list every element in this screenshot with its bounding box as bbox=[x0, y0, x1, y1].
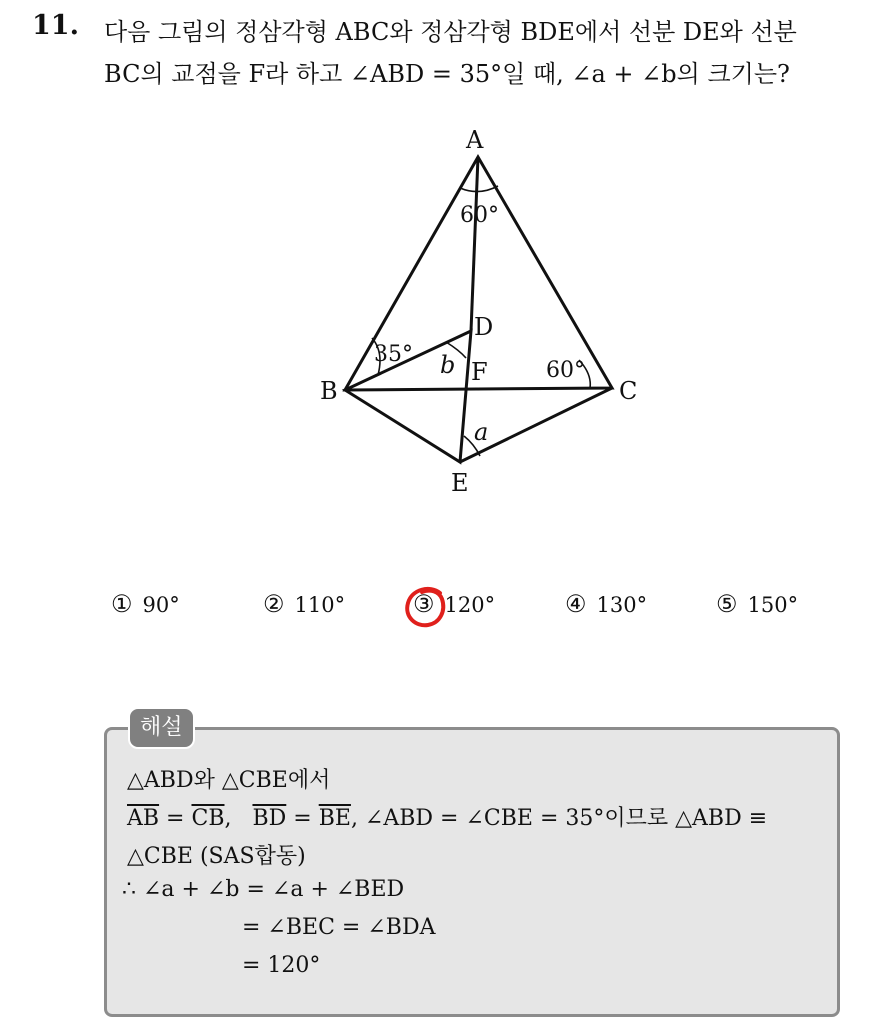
choice-4-value: 130° bbox=[596, 593, 648, 617]
choice-1-mark: ① bbox=[111, 590, 133, 618]
choice-3-mark: ③ bbox=[413, 590, 435, 618]
choice-5-mark: ⑤ bbox=[716, 590, 738, 618]
explanation-tag: 해설 bbox=[128, 707, 195, 749]
segment-bd: $\overline{BD}$ bbox=[252, 806, 287, 831]
label-var-a: a bbox=[474, 418, 489, 446]
choice-5-value: 150° bbox=[747, 593, 799, 617]
label-c: C bbox=[619, 377, 638, 405]
segment-cb: $\overline{CB}$ bbox=[191, 806, 225, 831]
label-var-b: b bbox=[440, 351, 456, 379]
label-angle-abd: 35° bbox=[374, 342, 413, 367]
label-e: E bbox=[451, 469, 469, 497]
explanation-line-4: ∴ ∠a + ∠b = ∠a + ∠BED bbox=[122, 877, 405, 902]
explanation-line-1: △ABD와 △CBE에서 bbox=[127, 768, 331, 793]
label-angle-a: 60° bbox=[460, 203, 499, 228]
question-text-line-2: BC의 교점을 F라 하고 ∠ABD = 35°일 때, ∠a + ∠b의 크기는? bbox=[104, 60, 790, 88]
explanation-line-3: △CBE (SAS합동) bbox=[127, 844, 306, 869]
segment-ad bbox=[471, 157, 478, 331]
answer-circle-mark bbox=[402, 583, 452, 633]
label-a: A bbox=[466, 126, 484, 154]
choice-1[interactable] bbox=[111, 590, 180, 618]
label-b: B bbox=[320, 377, 338, 405]
choice-3-value: 120° bbox=[444, 593, 496, 617]
arc-angle-a-top bbox=[460, 186, 498, 192]
choice-5[interactable] bbox=[716, 590, 798, 618]
choice-1-value: 90° bbox=[142, 593, 180, 617]
label-f: F bbox=[471, 358, 488, 386]
choice-2[interactable] bbox=[263, 590, 345, 618]
choice-4-mark: ④ bbox=[565, 590, 587, 618]
question-number: 11. bbox=[32, 10, 79, 41]
explanation-line-2-rest: , ∠ABD = ∠CBE = 35°이므로 △ABD ≡ bbox=[350, 806, 768, 831]
explanation-line-5: = ∠BEC = ∠BDA bbox=[242, 915, 436, 940]
label-d: D bbox=[474, 313, 494, 341]
segment-be: $\overline{BE}$ bbox=[318, 806, 351, 831]
choice-2-mark: ② bbox=[263, 590, 285, 618]
segment-ab: $\overline{AB}$ bbox=[127, 806, 160, 831]
choice-4[interactable] bbox=[565, 590, 647, 618]
choice-2-value: 110° bbox=[294, 593, 346, 617]
question-text-line-1: 다음 그림의 정삼각형 ABC와 정삼각형 BDE에서 선분 DE와 선분 bbox=[104, 18, 797, 46]
triangle-figure bbox=[300, 120, 660, 500]
explanation-line-2: $\overline{AB} = \overline{CB}$, $\overline{BD} = \overline{BE}$, ∠ABD = ∠CBE = 35°이므로 △ABD ≡ bbox=[127, 806, 768, 831]
label-angle-c: 60° bbox=[546, 358, 585, 383]
explanation-line-6: = 120° bbox=[242, 953, 321, 978]
